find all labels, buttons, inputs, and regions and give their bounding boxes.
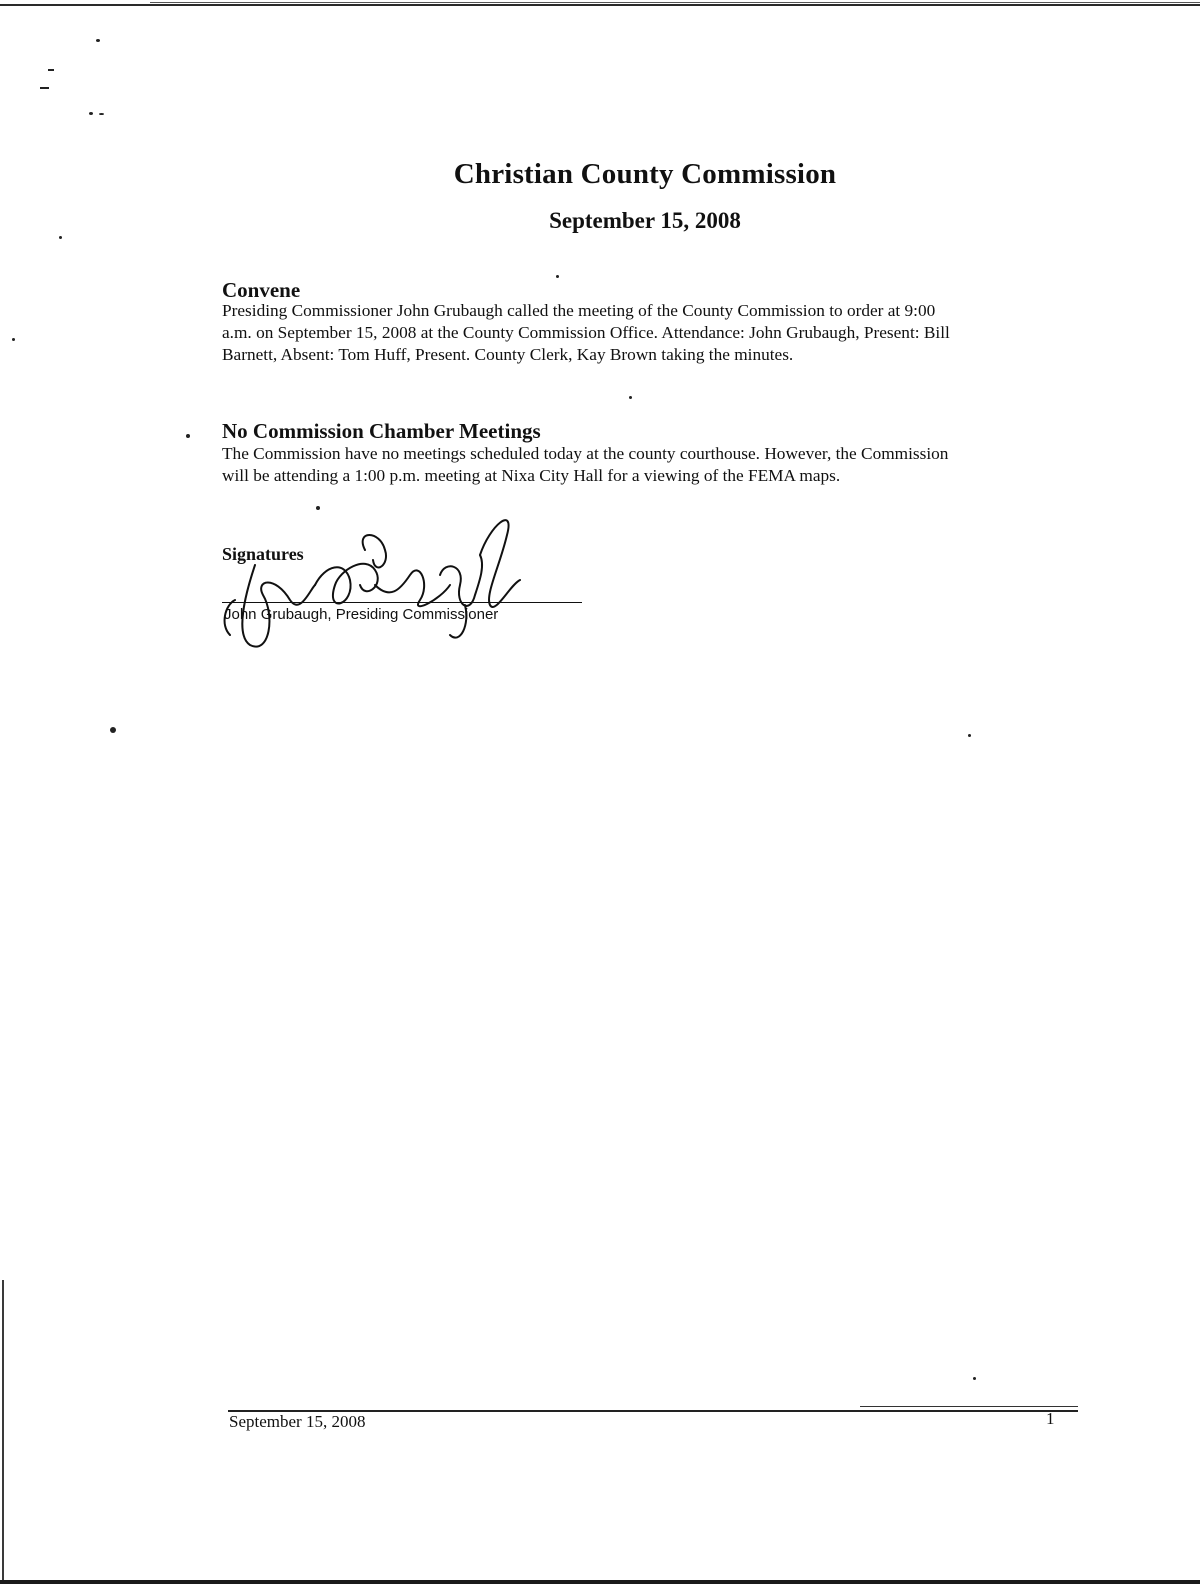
body-line: The Commission have no meetings scheduled today at the county courthouse. However, the Commission: [222, 444, 949, 463]
scan-speck: [110, 727, 116, 733]
scan-speck: [40, 87, 49, 89]
signer-name: John Grubaugh, Presiding Commissioner: [224, 606, 499, 623]
body-line: a.m. on September 15, 2008 at the County Commission Office. Attendance: John Grubaugh, Present: Bill: [222, 323, 950, 342]
scan-speck: [96, 39, 100, 42]
scan-speck: [12, 338, 15, 341]
footer-page-number: 1: [1046, 1409, 1055, 1428]
document-date: September 15, 2008: [549, 208, 741, 233]
scan-speck: [556, 275, 559, 278]
scan-speck: [629, 396, 632, 399]
scan-speck: [48, 69, 54, 71]
section-heading-no-meetings: No Commission Chamber Meetings: [222, 419, 541, 443]
handwritten-signature: [215, 505, 535, 655]
footer-date: September 15, 2008: [229, 1412, 366, 1431]
scan-edge-left: [2, 1280, 4, 1580]
scan-edge-bottom: [0, 1580, 1200, 1584]
section-body-convene: [222, 300, 1072, 366]
document-title: Christian County Commission: [453, 158, 837, 190]
signatures-heading: Signatures: [222, 544, 304, 564]
scan-edge-top-notch: [150, 2, 1200, 3]
scan-speck: [968, 734, 971, 737]
body-line: will be attending a 1:00 p.m. meeting at Nixa City Hall for a viewing of the FEMA maps.: [222, 466, 841, 485]
section-body-no-meetings: [222, 443, 1072, 487]
body-line: Barnett, Absent: Tom Huff, Present. County Clerk, Kay Brown taking the minutes.: [222, 345, 794, 364]
body-line: Presiding Commissioner John Grubaugh called the meeting of the County Commission to order at 9:00: [222, 301, 936, 320]
section-heading-convene: Convene: [222, 278, 301, 302]
scan-speck: [89, 112, 93, 115]
scan-speck: [186, 434, 190, 438]
scan-speck: [99, 113, 104, 115]
footer-rule-upper: [860, 1406, 1078, 1407]
scan-edge-top: [0, 4, 1200, 6]
scan-speck: [59, 236, 62, 239]
scan-speck: [973, 1377, 976, 1380]
